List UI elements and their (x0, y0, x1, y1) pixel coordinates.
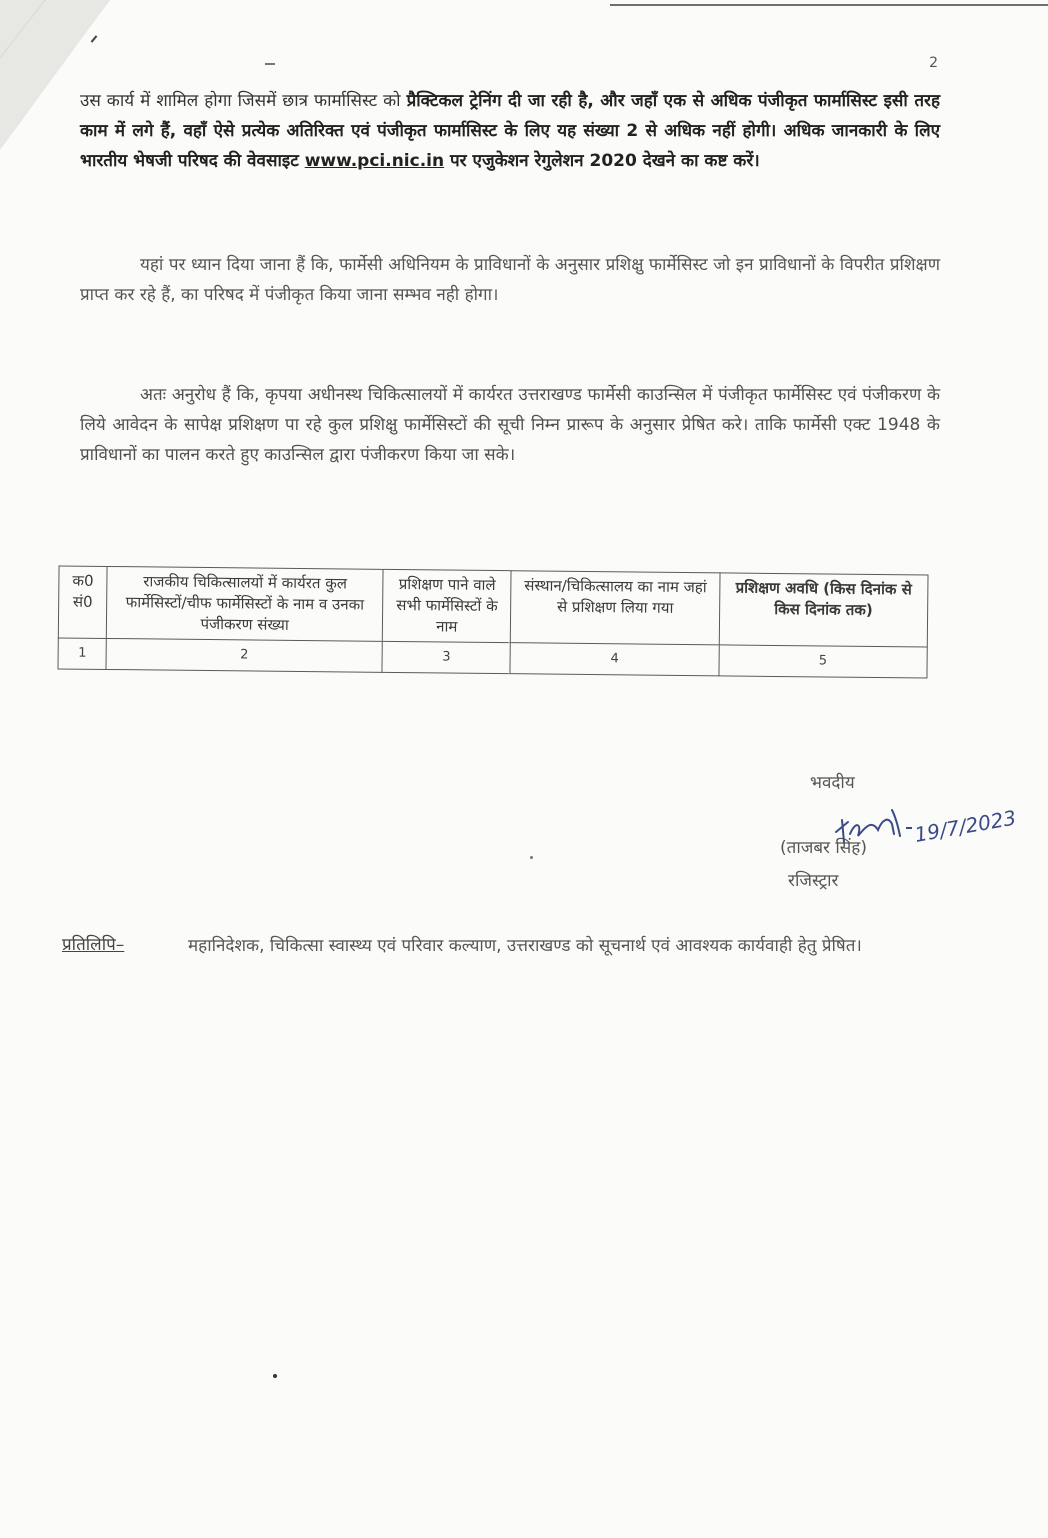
signature-block (780, 770, 1020, 900)
table-cell: 3 (382, 641, 511, 673)
signatory-name: (ताजबर सिंह) (780, 838, 867, 858)
paragraph-request (80, 380, 940, 470)
table-cell: 4 (510, 643, 719, 676)
copy-to-text: महानिदेशक, चिकित्सा स्वास्थ्य एवं परिवार कल्याण, उत्तराखण्ड को सूचनार्थ एवं आवश्यक कार्यवाही हेतु प्रेषित। (188, 936, 862, 956)
page-number: 2 (929, 55, 938, 71)
header-institution: संस्थान/चिकित्सालय का नाम जहां से प्रशिक्षण लिया गया (511, 571, 720, 645)
paragraph1-bold-ending: पर एजुकेशन रेगुलेशन 2020 देखने का कष्ट करें। (444, 151, 760, 171)
speck (273, 1374, 277, 1378)
paragraph-training-rule (80, 86, 940, 176)
pci-website-link[interactable]: www.pci.nic.in (304, 151, 445, 171)
pen-dash (265, 63, 275, 65)
table-header-row (58, 566, 928, 647)
header-pharmacist-names: राजकीय चिकित्सालयों में कार्यरत कुल फार्मेसिस्टों/चीफ फार्मेसिस्टों के नाम व उनका पंजीकरण संख्या (107, 566, 384, 641)
paragraph1-bold-text: प्रैक्टिकल ट्रेनिंग दी जा रही है, और जहाँ एक से अधिक पंजीकृत फार्मासिस्ट इसी तरह काम में लगे हैं, वहाँ ऐसे प्रत्येक अतिरिक्त एवं पंजीकृत फार्मासिस्ट के लिए यह संख्या 2 से अधिक नहीं होगी। अधिक जानकारी के लिए भारतीय भेषजी परिषद की वेवसाइट (80, 91, 940, 171)
pharmacist-list-format-table (57, 565, 928, 678)
table-cell: 1 (58, 638, 107, 670)
paragraph-notice (80, 250, 940, 310)
table-cell: 5 (719, 645, 928, 678)
signatory-title: रजिस्ट्रार (788, 871, 839, 891)
table-cell: 2 (106, 638, 382, 672)
copy-to-label: प्रतिलिपि– (62, 935, 125, 955)
paragraph1-text: उस कार्य में शामिल होगा जिसमें छात्र फार्मासिस्ट को (80, 91, 407, 111)
paragraph3-text: अतः अनुरोध हैं कि, कृपया अधीनस्थ चिकित्सालयों में कार्यरत उत्तराखण्ड फार्मेसी काउन्सिल में पंजीकृत फार्मेसिस्ट एवं पंजीकरण के लिये आवेदन के सापेक्ष प्रशिक्षण पा रहे कुल प्रशिक्षु फार्मेसिस्टों की सूची निम्न प्रारूप के अनुसार प्रेषित करे। ताकि फार्मेसी एक्ट 1948 के प्राविधानों का पालन करते हुए काउन्सिल द्वारा पंजीकरण किया जा सके। (80, 385, 940, 465)
scan-edge (610, 4, 1048, 6)
header-trainee-names: प्रशिक्षण पाने वाले सभी फार्मेसिस्टों के नाम (382, 569, 511, 642)
paragraph2-text: यहां पर ध्यान दिया जाना हैं कि, फार्मेसी अधिनियम के प्राविधानों के अनुसार प्रशिक्षु फार्मेसिस्ट जो इन प्राविधानों के विपरीत प्रशिक्षण प्राप्त कर रहे हैं, का परिषद में पंजीकृत किया जाना सम्भव नही होगा। (80, 255, 940, 305)
closing-word: भवदीय (810, 773, 855, 793)
signature-date: 19/7/2023 (912, 805, 1018, 847)
header-training-period: प्रशिक्षण अवधि (किस दिनांक से किस दिनांक तक) (719, 573, 928, 647)
speck (530, 856, 533, 859)
header-serial-no: क0 सं0 (58, 566, 107, 639)
